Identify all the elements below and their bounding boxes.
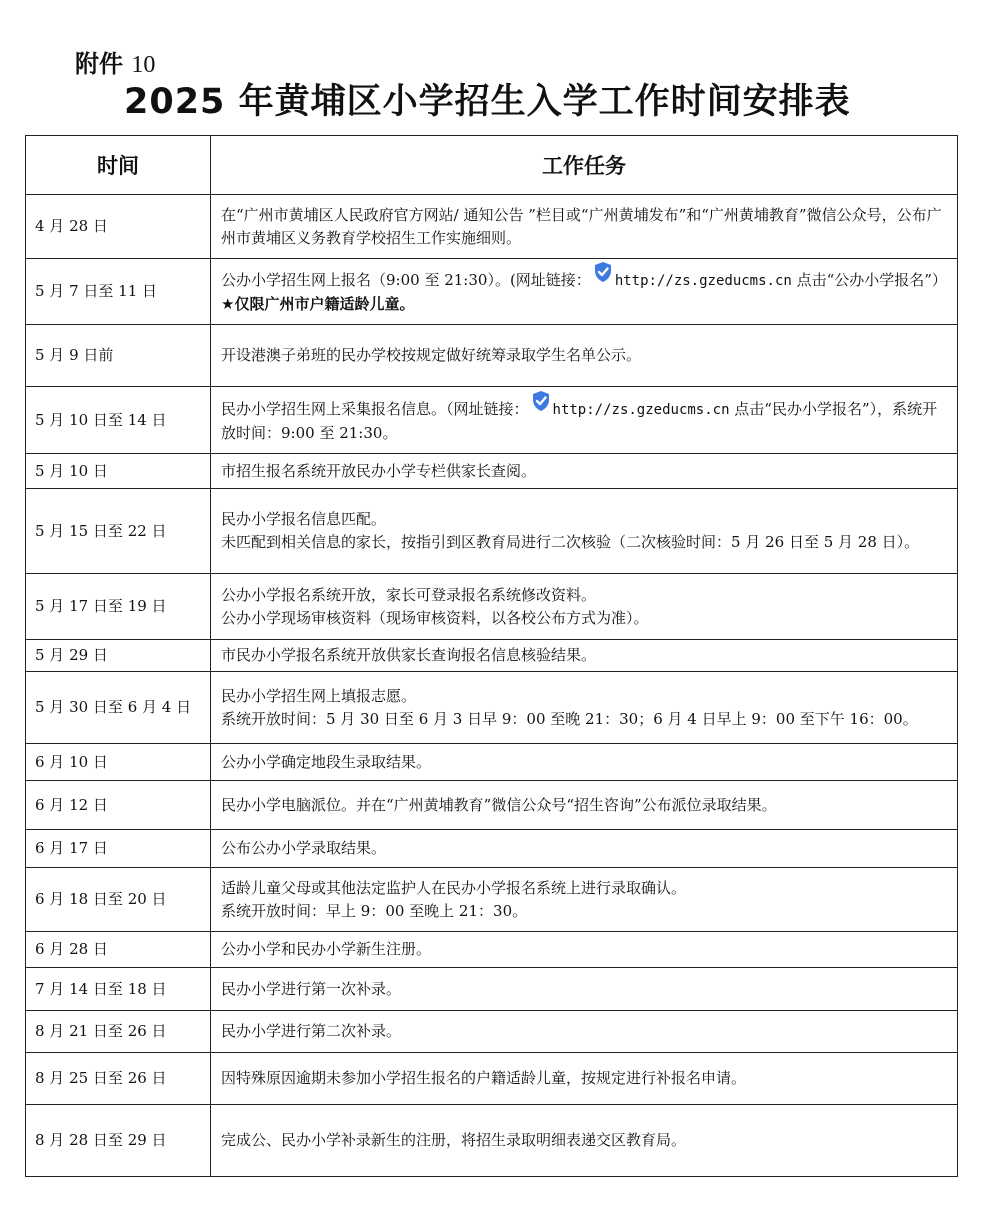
column-header-time: 时间 xyxy=(26,136,211,195)
table-row xyxy=(26,259,958,325)
task-text: 公办小学和民办小学新生注册。 xyxy=(221,940,432,958)
table-row xyxy=(26,781,958,830)
task-cell xyxy=(211,454,958,489)
time-cell: 5 月 15 日至 22 日 xyxy=(26,489,211,574)
task-text: 点击“民办小学报名”），系统开放时间：9:00 至 21:30。 xyxy=(221,399,938,442)
task-text: 民办小学电脑派位。并在“广州黄埔教育”微信公众号“招生咨询”公布派位录取结果。 xyxy=(221,795,777,814)
task-cell xyxy=(211,744,958,781)
table-row xyxy=(26,1011,958,1053)
time-cell: 5 月 10 日至 14 日 xyxy=(26,387,211,454)
task-text: 公办小学报名系统开放，家长可登录报名系统修改资料。 xyxy=(221,585,597,604)
task-cell xyxy=(211,574,958,640)
table-row xyxy=(26,325,958,387)
time-cell: 5 月 9 日前 xyxy=(26,325,211,387)
table-row xyxy=(26,574,958,640)
task-cell xyxy=(211,868,958,932)
time-cell: 6 月 18 日至 20 日 xyxy=(26,868,211,932)
task-text: 公办小学招生网上报名（9:00 至 21:30）。(网址链接： xyxy=(221,271,591,289)
task-text: 开设港澳子弟班的民办学校按规定做好统筹录取学生名单公示。 xyxy=(221,346,642,364)
document-title: 2025 年黄埔区小学招生入学工作时间安排表 xyxy=(124,82,851,122)
attachment-number: 10 xyxy=(131,52,156,78)
task-cell xyxy=(211,830,958,868)
task-text: 系统开放时间：早上 9：00 至晚上 21：30。 xyxy=(221,901,528,920)
shield-check-icon xyxy=(531,396,551,416)
table-row xyxy=(26,1053,958,1105)
time-cell: 5 月 30 日至 6 月 4 日 xyxy=(26,672,211,744)
time-cell: 5 月 17 日至 19 日 xyxy=(26,574,211,640)
registration-link[interactable]: http://zs.gzeducms.cn xyxy=(614,273,792,289)
task-cell xyxy=(211,968,958,1011)
table-header-row xyxy=(26,136,958,195)
table-row xyxy=(26,454,958,489)
table-row xyxy=(26,640,958,672)
task-cell xyxy=(211,932,958,968)
time-cell: 8 月 28 日至 29 日 xyxy=(26,1105,211,1177)
task-text: 公布公办小学录取结果。 xyxy=(221,839,387,857)
attachment-label: 附件 10 xyxy=(75,50,156,78)
task-text: 民办小学报名信息匹配。 xyxy=(221,510,387,528)
task-text: 系统开放时间：5 月 30 日至 6 月 3 日早 9：00 至晚 21：30；6 月 4 日早上 9：00 至下午 16：00。 xyxy=(221,709,918,728)
task-cell xyxy=(211,1053,958,1105)
schedule-table xyxy=(25,135,958,1177)
task-cell xyxy=(211,1011,958,1053)
table-row xyxy=(26,744,958,781)
task-text: 点击“公办小学报名”） xyxy=(791,271,947,289)
task-cell xyxy=(211,781,958,830)
task-cell xyxy=(211,672,958,744)
task-text: 适龄儿童父母或其他法定监护人在民办小学报名系统上进行录取确认。 xyxy=(221,878,687,897)
time-cell: 7 月 14 日至 18 日 xyxy=(26,968,211,1011)
task-text: 未匹配到相关信息的家长，按指引到区教育局进行二次核验（二次核验时间：5 月 26 日至 5 月 28 日）。 xyxy=(221,533,920,551)
table-row xyxy=(26,932,958,968)
time-cell: 6 月 17 日 xyxy=(26,830,211,868)
table-row xyxy=(26,1105,958,1177)
task-cell xyxy=(211,640,958,672)
task-text: 民办小学进行第二次补录。 xyxy=(221,1022,402,1040)
task-cell xyxy=(211,1105,958,1177)
table-row xyxy=(26,387,958,454)
task-cell xyxy=(211,259,958,325)
task-cell xyxy=(211,489,958,574)
task-text: 公办小学确定地段生录取结果。 xyxy=(221,752,432,771)
task-cell xyxy=(211,195,958,259)
time-cell: 6 月 12 日 xyxy=(26,781,211,830)
table-row xyxy=(26,195,958,259)
table-row xyxy=(26,868,958,932)
time-cell: 8 月 21 日至 26 日 xyxy=(26,1011,211,1053)
registration-link[interactable]: http://zs.gzeducms.cn xyxy=(552,401,730,418)
time-cell: 5 月 7 日至 11 日 xyxy=(26,259,211,325)
task-text: 因特殊原因逾期未参加小学招生报名的户籍适龄儿童，按规定进行补报名申请。 xyxy=(221,1069,747,1087)
time-cell: 6 月 10 日 xyxy=(26,744,211,781)
task-text: 完成公、民办小学补录新生的注册，将招生录取明细表递交区教育局。 xyxy=(221,1131,687,1149)
task-text: 民办小学招生网上采集报名信息。（网址链接： xyxy=(221,399,529,418)
time-cell: 6 月 28 日 xyxy=(26,932,211,968)
time-cell: 4 月 28 日 xyxy=(26,195,211,259)
task-text: 民办小学招生网上填报志愿。 xyxy=(221,686,417,705)
table-row xyxy=(26,968,958,1011)
task-text: 市招生报名系统开放民办小学专栏供家长查阅。 xyxy=(221,461,537,480)
shield-check-icon xyxy=(593,267,613,287)
task-text: 市民办小学报名系统开放供家长查询报名信息核验结果。 xyxy=(221,646,597,664)
table-row xyxy=(26,830,958,868)
task-text: 民办小学进行第一次补录。 xyxy=(221,979,402,998)
time-cell: 8 月 25 日至 26 日 xyxy=(26,1053,211,1105)
table-row xyxy=(26,489,958,574)
time-cell: 5 月 10 日 xyxy=(26,454,211,489)
time-cell: 5 月 29 日 xyxy=(26,640,211,672)
task-cell xyxy=(211,325,958,387)
column-header-task: 工作任务 xyxy=(211,136,958,195)
task-text: 公办小学现场审核资料（现场审核资料，以各校公布方式为准）。 xyxy=(221,608,649,627)
table-row xyxy=(26,672,958,744)
emphasis-note: ★仅限广州市户籍适龄儿童。 xyxy=(221,295,415,313)
task-cell xyxy=(211,387,958,454)
task-text: 在“广州市黄埔区人民政府官方网站/ 通知公告 ”栏目或“广州黄埔发布”和“广州黄埔教育”微信公众号，公布广州市黄埔区义务教育学校招生工作实施细则。 xyxy=(221,205,942,247)
